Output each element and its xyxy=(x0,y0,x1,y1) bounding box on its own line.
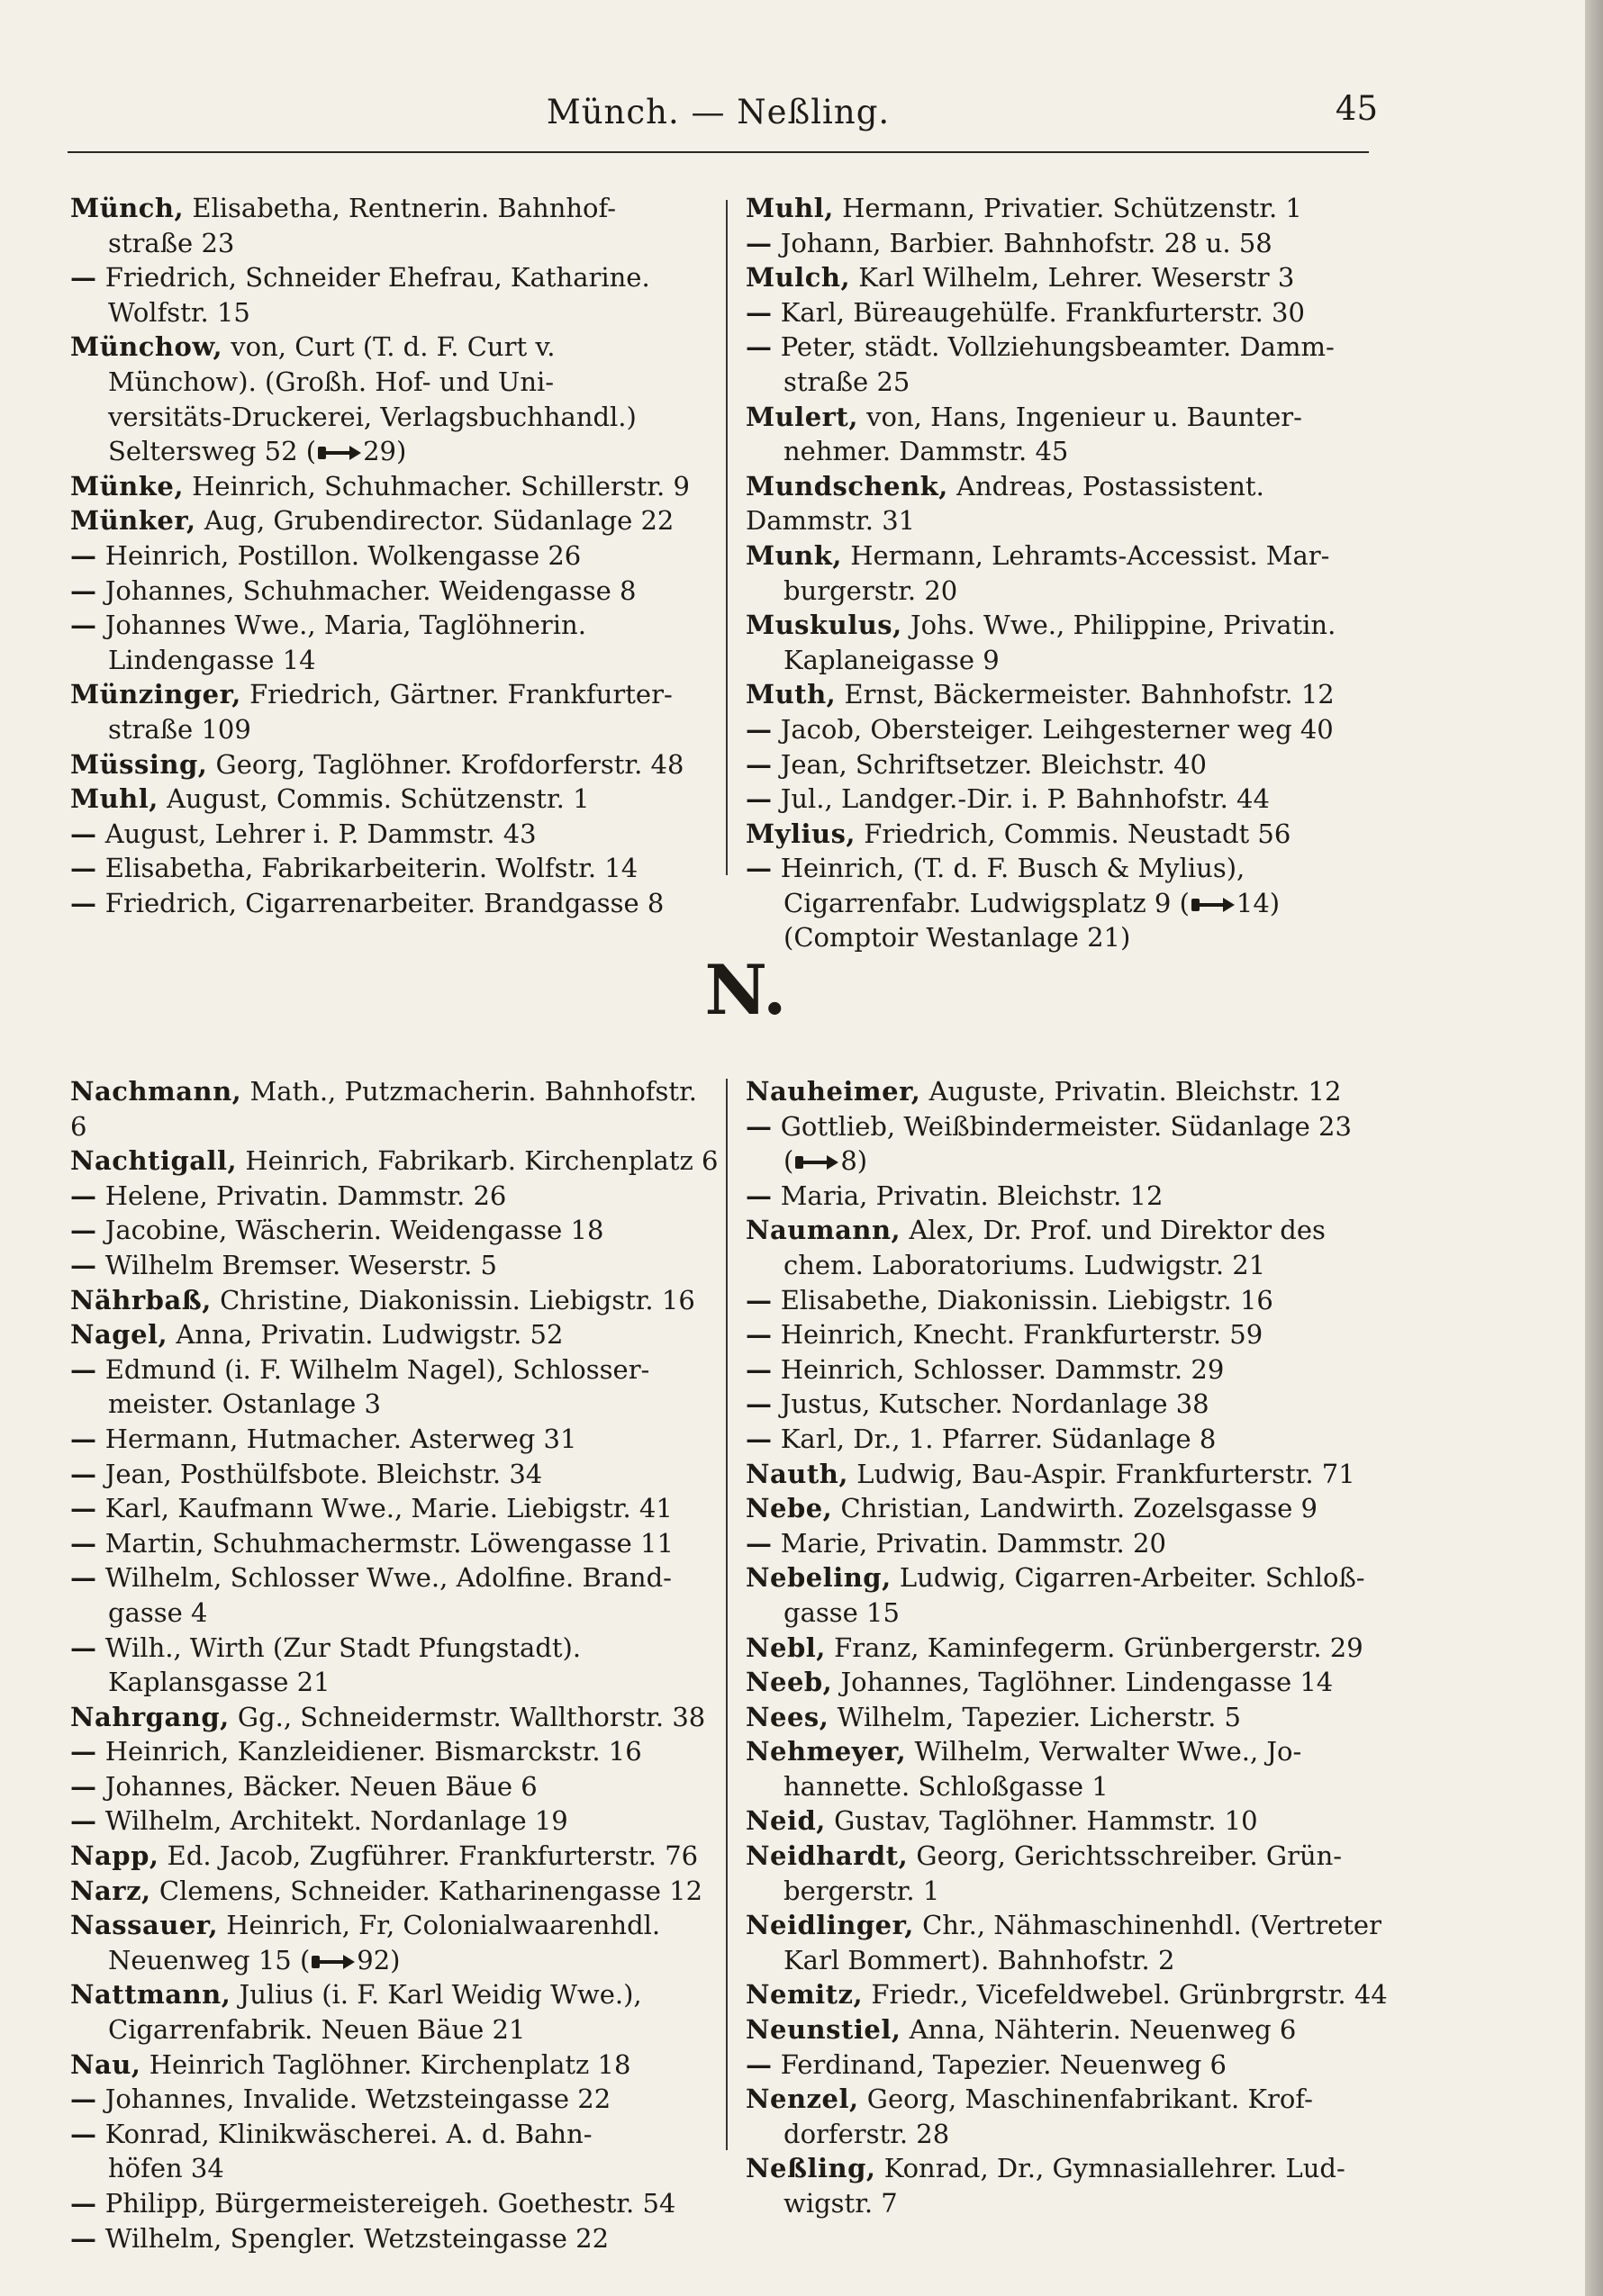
entry-name: — xyxy=(70,1770,97,1802)
entry-text: Karl, Kaufmann Wwe., Marie. Liebigstr. 41 xyxy=(104,1493,673,1524)
entry-name: — xyxy=(70,539,97,571)
entry-name: Muhl, xyxy=(70,783,158,815)
entry-name: Mulch, xyxy=(746,262,851,294)
entry-name: — xyxy=(70,1353,97,1385)
entry-text: nehmer. Dammstr. 45 xyxy=(783,436,1069,467)
entry-name: Neunstiel, xyxy=(746,2014,901,2046)
directory-entry xyxy=(70,1074,719,1143)
directory-entry xyxy=(70,1248,719,1283)
directory-entry xyxy=(70,817,719,852)
entry-text: Wilhelm, Spengler. Wetzsteingasse 22 xyxy=(104,2222,610,2254)
entry-name: — xyxy=(70,2118,97,2149)
directory-entry xyxy=(746,1317,1394,1352)
column-bottom-right xyxy=(746,1074,1394,2221)
entry-text: hannette. Schloßgasse 1 xyxy=(783,1770,1109,1802)
directory-entry xyxy=(746,1422,1394,1457)
directory-entry xyxy=(70,1491,719,1526)
entry-text: Elisabetha, Fabrikarbeiterin. Wolfstr. 14 xyxy=(104,853,638,884)
entry-name: — xyxy=(70,887,97,918)
entry-text: Ferdinand, Tapezier. Neuenweg 6 xyxy=(780,2048,1227,2080)
entry-text: Elisabetha, Rentnerin. Bahnhof- xyxy=(192,193,617,223)
directory-entry xyxy=(70,1631,719,1700)
directory-entry xyxy=(70,191,719,260)
running-title: Münch. — Neßling. xyxy=(546,93,891,131)
entry-name: — xyxy=(746,2048,773,2080)
entry-name: Mulert, xyxy=(746,401,858,432)
directory-entry xyxy=(746,1631,1394,1666)
directory-entry xyxy=(746,295,1394,330)
phone-number: 14) xyxy=(1236,887,1281,918)
entry-name: Mundschenk, xyxy=(746,470,948,502)
entry-name: — xyxy=(746,227,773,258)
directory-entry xyxy=(746,191,1394,226)
entry-text: Julius (i. F. Karl Weidig Wwe.), xyxy=(239,1979,642,2011)
entry-text: Friedrich, Commis. Neustadt 56 xyxy=(864,818,1291,849)
entry-text: Philipp, Bürgermeistereigeh. Goethestr. 54 xyxy=(104,2188,676,2219)
entry-name: Nassauer, xyxy=(70,1910,219,1941)
phone-number: 92) xyxy=(357,1944,401,1975)
directory-entry xyxy=(70,2082,719,2117)
entry-name: — xyxy=(746,783,773,815)
entry-text: Jacobine, Wäscherin. Weidengasse 18 xyxy=(104,1215,604,1246)
entry-text: straße 25 xyxy=(783,366,910,397)
entry-name: — xyxy=(70,1493,97,1524)
entry-name: Nattmann, xyxy=(70,1979,231,2011)
entry-name: Mylius, xyxy=(746,818,856,849)
entry-name: Neidlinger, xyxy=(746,1910,914,1941)
directory-entry xyxy=(70,2117,719,2186)
entry-name: — xyxy=(70,1527,97,1559)
entry-name: Münzinger, xyxy=(70,679,241,710)
entry-text: Wilhelm, Tapezier. Licherstr. 5 xyxy=(837,1701,1241,1732)
book-gutter xyxy=(1585,0,1603,2296)
entry-text: meister. Ostanlage 3 xyxy=(108,1388,381,1420)
entry-text: Johannes Wwe., Maria, Taglöhnerin. xyxy=(104,610,586,641)
directory-entry xyxy=(70,886,719,921)
directory-entry xyxy=(746,260,1394,295)
directory-entry xyxy=(746,747,1394,782)
directory-entry xyxy=(70,1352,719,1422)
directory-entry xyxy=(746,226,1394,261)
column-top-left xyxy=(70,191,719,920)
column-rule-top xyxy=(726,200,728,875)
entry-text: Aug, Grubendirector. Südanlage 22 xyxy=(204,505,675,537)
entry-text: Hermann, Lehramts-Accessist. Mar- xyxy=(850,539,1330,571)
entry-name: — xyxy=(70,853,97,884)
entry-name: Nachmann, xyxy=(70,1076,242,1107)
entry-text: Wilhelm, Schlosser Wwe., Adolfine. Brand- xyxy=(104,1562,672,1594)
entry-name: Nebe, xyxy=(746,1493,833,1524)
entry-text: Martin, Schuhmachermstr. Löwengasse 11 xyxy=(104,1527,674,1559)
entry-name: — xyxy=(746,1319,773,1351)
page-number: 45 xyxy=(1335,89,1378,128)
entry-text: Anna, Privatin. Ludwigstr. 52 xyxy=(176,1319,564,1351)
entry-text: Karl, Büreaugehülfe. Frankfurterstr. 30 xyxy=(780,296,1305,328)
entry-name: — xyxy=(746,1110,773,1142)
entry-name: — xyxy=(746,1527,773,1559)
directory-entry xyxy=(746,677,1394,712)
entry-name: — xyxy=(746,748,773,780)
directory-entry xyxy=(746,330,1394,399)
entry-name: — xyxy=(746,1284,773,1315)
directory-entry xyxy=(70,608,719,677)
entry-name: — xyxy=(70,2222,97,2254)
entry-text: von, Curt (T. d. F. Curt v. xyxy=(231,331,556,363)
entry-text: August, Commis. Schützenstr. 1 xyxy=(167,783,590,815)
entry-name: Münker, xyxy=(70,505,196,537)
entry-text: Franz, Kaminfegerm. Grünbergerstr. 29 xyxy=(834,1632,1363,1663)
entry-name: — xyxy=(70,1249,97,1280)
entry-name: — xyxy=(746,331,773,363)
directory-entry xyxy=(746,851,1394,955)
entry-text: ( 8) xyxy=(783,1145,868,1177)
entry-name: — xyxy=(746,296,773,328)
directory-entry xyxy=(70,1560,719,1630)
entry-text: Heinrich, Schuhmacher. Schillerstr. 9 xyxy=(192,470,690,502)
entry-name: Münch, xyxy=(70,193,185,223)
entry-text: Justus, Kutscher. Nordanlage 38 xyxy=(780,1388,1209,1420)
entry-text: Helene, Privatin. Dammstr. 26 xyxy=(104,1180,507,1211)
entry-text: Seltersweg 52 ( 29) xyxy=(108,436,407,467)
directory-entry xyxy=(70,1457,719,1492)
entry-text: Heinrich, Schlosser. Dammstr. 29 xyxy=(780,1353,1225,1385)
directory-entry xyxy=(70,1839,719,1874)
entry-text: Karl, Dr., 1. Pfarrer. Südanlage 8 xyxy=(780,1423,1217,1454)
entry-name: — xyxy=(70,262,97,294)
entry-text: dorferstr. 28 xyxy=(783,2118,950,2149)
entry-name: Muth, xyxy=(746,679,837,710)
column-bottom-left xyxy=(70,1074,719,2255)
entry-text: Kaplansgasse 21 xyxy=(108,1667,331,1698)
entry-text: Jul., Landger.-Dir. i. P. Bahnhofstr. 44 xyxy=(780,783,1270,815)
entry-text: von, Hans, Ingenieur u. Baunter- xyxy=(866,401,1302,432)
entry-name: Nebeling, xyxy=(746,1562,892,1594)
directory-entry xyxy=(70,747,719,782)
entry-name: — xyxy=(746,1388,773,1420)
entry-text: Alex, Dr. Prof. und Direktor des xyxy=(909,1215,1326,1246)
phone-number: 8) xyxy=(840,1145,868,1177)
entry-name: — xyxy=(70,1423,97,1454)
entry-text: Anna, Nähterin. Neuenweg 6 xyxy=(909,2014,1297,2046)
entry-name: Nahrgang, xyxy=(70,1701,230,1732)
entry-name: Napp, xyxy=(70,1840,159,1872)
entry-text: Maria, Privatin. Bleichstr. 12 xyxy=(780,1180,1164,1211)
telephone-icon xyxy=(793,1153,840,1172)
entry-text: Heinrich Taglöhner. Kirchenplatz 18 xyxy=(149,2048,631,2080)
directory-entry xyxy=(746,1977,1394,2012)
directory-entry xyxy=(746,2082,1394,2151)
directory-entry xyxy=(70,330,719,468)
entry-name: — xyxy=(70,1180,97,1211)
directory-entry xyxy=(70,1317,719,1352)
entry-name: — xyxy=(70,1562,97,1594)
directory-entry xyxy=(746,712,1394,747)
directory-entry xyxy=(746,2047,1394,2083)
entry-name: Neßling, xyxy=(746,2153,876,2184)
entry-text: Chr., Nähmaschinenhdl. (Vertreter xyxy=(922,1910,1381,1941)
directory-entry xyxy=(746,817,1394,852)
entry-text: Wilhelm, Verwalter Wwe., Jo- xyxy=(914,1736,1302,1767)
entry-text: wigstr. 7 xyxy=(783,2188,898,2219)
entry-text: Ed. Jacob, Zugführer. Frankfurterstr. 76 xyxy=(167,1840,699,1872)
entry-name: Nau, xyxy=(70,2048,141,2080)
directory-entry xyxy=(70,503,719,538)
telephone-icon xyxy=(310,1952,357,1972)
directory-entry xyxy=(70,1908,719,1977)
directory-entry xyxy=(70,538,719,574)
entry-name: — xyxy=(70,2188,97,2219)
entry-name: Muhl, xyxy=(746,193,834,223)
entry-name: Münchow, xyxy=(70,331,223,363)
directory-entry xyxy=(746,1803,1394,1839)
directory-entry xyxy=(746,1908,1394,1977)
directory-entry xyxy=(70,1143,719,1179)
entry-text: Johannes, Bäcker. Neuen Bäue 6 xyxy=(104,1770,538,1802)
directory-entry xyxy=(70,782,719,817)
entry-text: Friedrich, Cigarrenarbeiter. Brandgasse 8 xyxy=(104,887,665,918)
entry-text: Gottlieb, Weißbindermeister. Südanlage 23 xyxy=(780,1110,1352,1142)
telephone-icon xyxy=(1190,895,1236,915)
entry-name: — xyxy=(70,1458,97,1489)
column-rule-bottom xyxy=(726,1079,728,2150)
directory-entry xyxy=(746,1213,1394,1282)
phone-number: 29) xyxy=(363,436,407,467)
entry-text: Johannes, Schuhmacher. Weidengasse 8 xyxy=(104,574,637,606)
entry-text: Marie, Privatin. Dammstr. 20 xyxy=(780,1527,1166,1559)
directory-entry xyxy=(746,782,1394,817)
entry-name: Neid, xyxy=(746,1805,826,1837)
directory-entry xyxy=(70,574,719,609)
directory-entry xyxy=(746,1352,1394,1388)
directory-entry xyxy=(70,1769,719,1804)
directory-entry xyxy=(746,1560,1394,1630)
entry-text: Heinrich, Fabrikarb. Kirchenplatz 6 xyxy=(245,1145,719,1177)
entry-text: Gustav, Taglöhner. Hammstr. 10 xyxy=(834,1805,1258,1837)
entry-text: gasse 15 xyxy=(783,1596,900,1628)
directory-entry xyxy=(746,1665,1394,1700)
entry-text: Heinrich, (T. d. F. Busch & Mylius), xyxy=(780,853,1245,884)
directory-entry xyxy=(70,469,719,504)
directory-entry xyxy=(70,1422,719,1457)
directory-entry xyxy=(70,1700,719,1735)
entry-name: — xyxy=(70,1215,97,1246)
entry-name: Nauheimer, xyxy=(746,1076,921,1107)
entry-text: Christine, Diakonissin. Liebigstr. 16 xyxy=(220,1284,695,1315)
entry-name: — xyxy=(70,574,97,606)
directory-entry xyxy=(70,677,719,746)
entry-name: Nauth, xyxy=(746,1458,848,1489)
entry-name: — xyxy=(746,713,773,745)
entry-text: höfen 34 xyxy=(108,2153,224,2184)
entry-text: Ernst, Bäckermeister. Bahnhofstr. 12 xyxy=(844,679,1335,710)
entry-text: August, Lehrer i. P. Dammstr. 43 xyxy=(104,818,537,849)
entry-text: Hermann, Privatier. Schützenstr. 1 xyxy=(842,193,1302,223)
entry-text: Jean, Posthülfsbote. Bleichstr. 34 xyxy=(104,1458,543,1489)
directory-entry xyxy=(746,1700,1394,1735)
entry-text: Heinrich, Postillon. Wolkengasse 26 xyxy=(104,539,582,571)
directory-entry xyxy=(70,1874,719,1909)
entry-name: — xyxy=(746,1353,773,1385)
entry-name: Munk, xyxy=(746,539,842,571)
entry-text: chem. Laboratoriums. Ludwigstr. 21 xyxy=(783,1249,1266,1280)
entry-name: — xyxy=(746,1180,773,1211)
directory-entry xyxy=(70,1977,719,2047)
entry-text: gasse 4 xyxy=(108,1596,208,1628)
entry-text: Neuenweg 15 ( 92) xyxy=(108,1944,401,1975)
column-top-right xyxy=(746,191,1394,955)
entry-name: Nenzel, xyxy=(746,2084,859,2115)
telephone-icon xyxy=(316,443,363,463)
entry-name: — xyxy=(746,853,773,884)
directory-entry xyxy=(746,1387,1394,1422)
directory-entry xyxy=(746,1457,1394,1492)
directory-entry xyxy=(70,2047,719,2083)
entry-text: Konrad, Dr., Gymnasiallehrer. Lud- xyxy=(883,2153,1345,2184)
entry-name: Nebl, xyxy=(746,1632,826,1663)
entry-name: Müssing, xyxy=(70,748,208,780)
directory-entry xyxy=(746,1734,1394,1803)
directory-entry xyxy=(746,1839,1394,1908)
entry-text: Münchow). (Großh. Hof- und Uni- xyxy=(108,366,555,397)
entry-text: Elisabethe, Diakonissin. Liebigstr. 16 xyxy=(780,1284,1273,1315)
entry-text: Jacob, Obersteiger. Leihgesterner weg 40 xyxy=(780,713,1334,745)
directory-entry xyxy=(746,469,1394,538)
entry-name: — xyxy=(70,1632,97,1663)
entry-text: Edmund (i. F. Wilhelm Nagel), Schlosser- xyxy=(104,1353,650,1385)
entry-text: Heinrich, Fr, Colonialwaarenhdl. xyxy=(226,1910,661,1941)
entry-text: Heinrich, Knecht. Frankfurterstr. 59 xyxy=(780,1319,1263,1351)
entry-text: Kaplaneigasse 9 xyxy=(783,644,1000,675)
entry-name: Nemitz, xyxy=(746,1979,864,2011)
entry-name: — xyxy=(70,610,97,641)
entry-text: Christian, Landwirth. Zozelsgasse 9 xyxy=(840,1493,1318,1524)
directory-entry xyxy=(746,2012,1394,2047)
entry-name: — xyxy=(746,1423,773,1454)
section-letter: N. xyxy=(704,950,787,1030)
entry-text: Wilhelm, Architekt. Nordanlage 19 xyxy=(104,1805,568,1837)
entry-text: Andreas, Postassistent. Dammstr. 31 xyxy=(746,470,1264,537)
entry-text: straße 23 xyxy=(108,227,235,258)
entry-text: bergerstr. 1 xyxy=(783,1875,940,1906)
directory-entry xyxy=(746,2151,1394,2220)
entry-text: Johannes, Taglöhner. Lindengasse 14 xyxy=(840,1667,1334,1698)
entry-name: Naumann, xyxy=(746,1215,901,1246)
entry-name: Nagel, xyxy=(70,1319,168,1351)
entry-name: Nehmeyer, xyxy=(746,1736,907,1767)
directory-entry xyxy=(746,400,1394,469)
entry-text: Wilh., Wirth (Zur Stadt Pfungstadt). xyxy=(104,1632,582,1663)
directory-entry xyxy=(746,1526,1394,1561)
directory-entry xyxy=(70,1734,719,1769)
entry-text: Wilhelm Bremser. Weserstr. 5 xyxy=(104,1249,498,1280)
entry-name: — xyxy=(70,2084,97,2115)
entry-text: Georg, Gerichtsschreiber. Grün- xyxy=(916,1840,1343,1872)
entry-name: Neidhardt, xyxy=(746,1840,909,1872)
entry-text: Wolfstr. 15 xyxy=(108,296,250,328)
entry-text: Hermann, Hutmacher. Asterweg 31 xyxy=(104,1423,577,1454)
directory-entry xyxy=(70,2221,719,2256)
header-rule xyxy=(68,151,1369,153)
directory-entry xyxy=(746,1283,1394,1318)
directory-entry xyxy=(70,2186,719,2221)
entry-text: Johann, Barbier. Bahnhofstr. 28 u. 58 xyxy=(780,227,1272,258)
entry-text: Georg, Taglöhner. Krofdorferstr. 48 xyxy=(215,748,684,780)
entry-text: burgerstr. 20 xyxy=(783,574,958,606)
entry-text: Johs. Wwe., Philippine, Privatin. xyxy=(910,610,1336,641)
entry-text: Karl Bommert). Bahnhofstr. 2 xyxy=(783,1944,1175,1975)
entry-text: Auguste, Privatin. Bleichstr. 12 xyxy=(928,1076,1342,1107)
entry-text: straße 109 xyxy=(108,713,251,745)
entry-text: Ludwig, Bau-Aspir. Frankfurterstr. 71 xyxy=(856,1458,1355,1489)
entry-name: Nees, xyxy=(746,1701,829,1732)
directory-entry xyxy=(746,1179,1394,1214)
entry-text: Georg, Maschinenfabrikant. Krof- xyxy=(866,2084,1313,2115)
entry-text: Gg., Schneidermstr. Wallthorstr. 38 xyxy=(237,1701,706,1732)
directory-entry xyxy=(746,538,1394,608)
entry-text: Cigarrenfabrik. Neuen Bäue 21 xyxy=(108,2014,526,2046)
entry-name: — xyxy=(70,1736,97,1767)
entry-text: Clemens, Schneider. Katharinengasse 12 xyxy=(158,1875,703,1906)
entry-text: Johannes, Invalide. Wetzsteingasse 22 xyxy=(104,2084,611,2115)
entry-name: — xyxy=(70,1805,97,1837)
entry-name: Nährbaß, xyxy=(70,1284,212,1315)
entry-text: Jean, Schriftsetzer. Bleichstr. 40 xyxy=(780,748,1207,780)
entry-name: Narz, xyxy=(70,1875,151,1906)
entry-text: Friedr., Vicefeldwebel. Grünbrgrstr. 44 xyxy=(871,1979,1388,2011)
entry-name: Nachtigall, xyxy=(70,1145,238,1177)
directory-entry xyxy=(70,1179,719,1214)
entry-text: Lindengasse 14 xyxy=(108,644,316,675)
entry-extra: (Comptoir Westanlage 21) xyxy=(783,922,1131,954)
page-header xyxy=(68,86,1378,149)
directory-entry xyxy=(70,851,719,886)
entry-text: Cigarrenfabr. Ludwigsplatz 9 ( 14) xyxy=(783,887,1281,918)
entry-name: Neeb, xyxy=(746,1667,833,1698)
directory-entry xyxy=(70,1213,719,1248)
directory-entry xyxy=(70,260,719,330)
directory-entry xyxy=(746,1491,1394,1526)
entry-text: Friedrich, Gärtner. Frankfurter- xyxy=(249,679,673,710)
entry-text: Math., Putzmacherin. Bahnhofstr. 6 xyxy=(70,1076,697,1142)
directory-entry xyxy=(746,1074,1394,1109)
entry-text: versitäts-Druckerei, Verlagsbuchhandl.) xyxy=(108,401,637,432)
directory-entry xyxy=(70,1803,719,1839)
entry-name: Münke, xyxy=(70,470,184,502)
entry-text: Ludwig, Cigarren-Arbeiter. Schloß- xyxy=(899,1562,1365,1594)
directory-entry xyxy=(746,1109,1394,1179)
entry-text: Peter, städt. Vollziehungsbeamter. Damm- xyxy=(780,331,1335,363)
entry-text: Heinrich, Kanzleidiener. Bismarckstr. 16 xyxy=(104,1736,642,1767)
entry-name: Muskulus, xyxy=(746,610,902,641)
entry-text: Konrad, Klinikwäscherei. A. d. Bahn- xyxy=(104,2118,593,2149)
directory-entry xyxy=(70,1526,719,1561)
directory-entry xyxy=(746,608,1394,677)
entry-text: Karl Wilhelm, Lehrer. Weserstr 3 xyxy=(858,262,1295,294)
entry-name: — xyxy=(70,818,97,849)
entry-text: Friedrich, Schneider Ehefrau, Katharine. xyxy=(104,262,650,294)
directory-entry xyxy=(70,1283,719,1318)
